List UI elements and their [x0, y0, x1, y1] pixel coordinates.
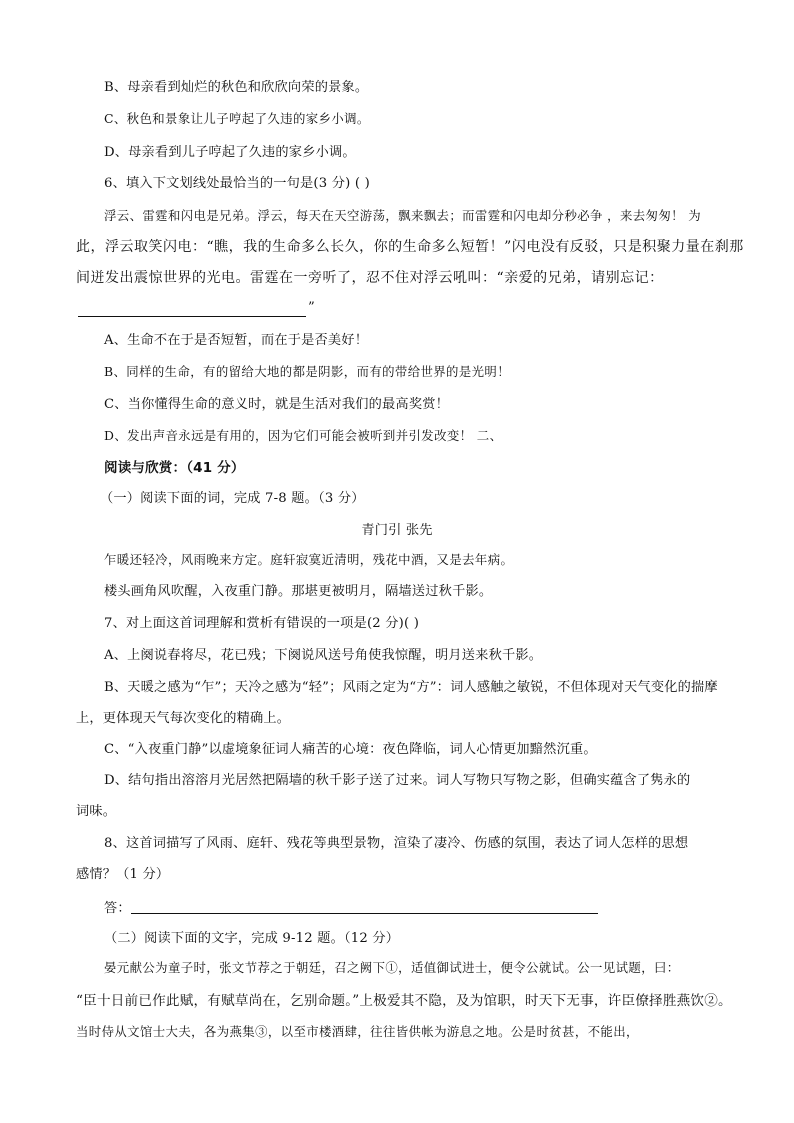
- prose-line-1: 晏元献公为童子时，张文节荐之于朝廷，召之阙下①，适值御试进士，便令公就试。公一见试题，曰：: [104, 960, 680, 975]
- question-6: 6、填入下文划线处最恰当的一句是(3 分) ( ): [104, 176, 370, 191]
- option-d-q7-line-1: D、结句指出溶溶月光居然把隔墙的秋千影子送了过来。词人写物只写物之影，但确实蕴含了隽永的: [104, 773, 691, 788]
- prose-line-2: “臣十日前已作此赋，有赋草尚在，乞别命题。”上极爱其不隐，及为馆职，时天下无事，许臣僚择胜燕饮②。: [76, 993, 732, 1009]
- subsection-2-heading: （二）阅读下面的文字，完成 9-12 题。（12 分）: [104, 931, 400, 946]
- poem-title: 青门引 张先: [361, 523, 433, 538]
- option-a-q6: A、生命不在于是否短暂，而在于是否美好！: [104, 333, 369, 348]
- option-b-q5: B、母亲看到灿烂的秋色和欣欣向荣的景象。: [104, 80, 369, 95]
- answer-line[interactable]: [131, 913, 598, 914]
- option-b-q7-line-1: B、天暖之感为“乍”；天冷之感为“轻”；风雨之定为“方”：词人感触之敏锐，不但体现对天气变化的揣摩: [104, 680, 718, 695]
- prose-line-3: 当时侍从文馆士大夫，各为燕集③，以至市楼酒肆，往往皆供帐为游息之地。公是时贫甚，不能出，: [76, 1024, 639, 1039]
- passage-6-line-2: 此，浮云取笑闪电：“瞧，我的生命多么长久，你的生命多么短暂！”闪电没有反驳，只是积聚力量在刹那: [76, 239, 744, 255]
- closing-quote: ”: [308, 300, 315, 315]
- subsection-1-heading: （一）阅读下面的词，完成 7-8 题。（3 分）: [100, 491, 365, 506]
- option-c-q7: C、“入夜重门静”以虚境象征词人痛苦的心境：夜色降临，词人心情更加黯然沉重。: [104, 742, 597, 757]
- option-d-q7-line-2: 词味。: [76, 804, 117, 819]
- option-b-q6: B、同样的生命，有的留给大地的都是阴影，而有的带给世界的是光明！: [104, 364, 511, 379]
- answer-label: 答：: [104, 901, 131, 916]
- question-8-line-2: 感情？（1 分）: [76, 867, 170, 882]
- passage-6-line-3: 间迸发出震惊世界的光电。雷霆在一旁听了，忍不住对浮云吼叫：“亲爱的兄弟，请别忘记：: [76, 270, 664, 286]
- section-2-heading: 阅读与欣赏：（41 分）: [104, 460, 245, 476]
- fill-in-blank-line: [78, 316, 306, 317]
- poem-line-1: 乍暖还轻冷，风雨晚来方定。庭轩寂寞近清明，残花中酒，又是去年病。: [104, 552, 514, 567]
- option-d-q5: D、母亲看到儿子哼起了久违的家乡小调。: [104, 145, 356, 160]
- option-b-q7-line-2: 上，更体现天气每次变化的精确上。: [76, 711, 291, 726]
- question-7: 7、对上面这首词理解和赏析有错误的一项是(2 分)( ): [104, 616, 420, 631]
- option-d-q6: D、发出声音永远是有用的，因为它们可能会被听到并引发改变！ 二、: [104, 428, 503, 443]
- question-8-line-1: 8、这首词描写了风雨、庭轩、残花等典型景物，渲染了凄冷、伤感的氛围，表达了词人怎样的思想: [104, 836, 689, 851]
- option-c-q5: C、秋色和景象让儿子哼起了久违的家乡小调。: [104, 111, 370, 126]
- option-c-q6: C、当你懂得生命的意义时，就是生活对我们的最高奖赏！: [104, 397, 449, 412]
- option-a-q7: A、上阕说春将尽，花已残；下阕说风送号角使我惊醒，明月送来秋千影。: [104, 648, 543, 663]
- poem-line-2: 楼头画角风吹醒，入夜重门静。那堪更被明月，隔墙送过秋千影。: [104, 584, 493, 599]
- passage-6-line-1: 浮云、雷霆和闪电是兄弟。浮云，每天在天空游荡，飘来飘去；而雷霆和闪电却分秒必争 ，来去匆匆！ 为: [104, 208, 702, 223]
